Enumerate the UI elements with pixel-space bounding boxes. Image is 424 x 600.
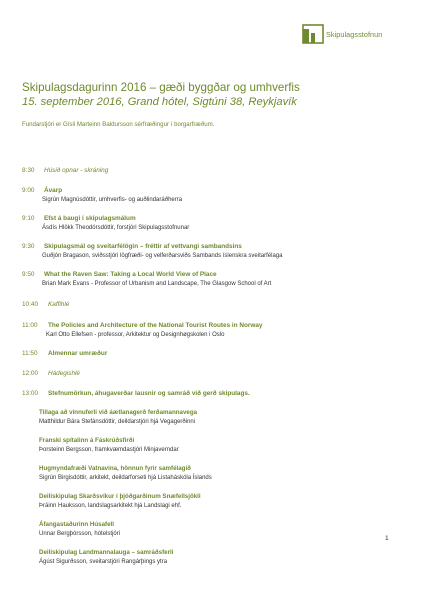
session-item	[39, 520, 120, 539]
agenda-title: Hádegishlé	[48, 370, 80, 377]
session-item	[39, 464, 212, 483]
page-title: Skipulagsdagurinn 2016 – gæði byggðar og umhverfis	[22, 81, 300, 94]
agenda-speaker: Ásdís Hlökk Theodórsdóttir, forstjóri Skipulagsstofnunar	[42, 225, 190, 231]
session-item	[39, 492, 201, 511]
session-title: Deiliskipulag Landmannalauga – samráðsferli	[39, 549, 174, 556]
agenda-item	[22, 300, 69, 309]
agenda-item	[22, 186, 182, 205]
agenda-speaker: Guðjón Bragason, sviðsstjóri lögfræði- og velferðarsviðs Sambands íslenskra sveitarfélaga	[42, 253, 283, 259]
agenda-time: 12:00	[22, 370, 38, 377]
agenda-time: 13:00	[22, 390, 38, 397]
agenda-time: 9:10	[22, 215, 35, 222]
agenda-time: 11:50	[22, 350, 38, 357]
logo-icon	[302, 24, 324, 44]
agenda-speaker: Brian Mark Evans - Professor of Urbanism and Landscape, The Glasgow School of Art	[42, 281, 272, 287]
agenda-item	[22, 349, 107, 358]
agenda-title: Stefnumörkun, áhugaverðar lausnir og samráð við gerð skipulags.	[48, 390, 250, 397]
agenda-time: 8:30	[22, 167, 35, 174]
session-item	[39, 408, 197, 427]
agenda-speaker: Sigrún Magnúsdóttir, umhverfis- og auðlindaráðherra	[42, 197, 183, 203]
agenda-time: 9:30	[22, 243, 35, 250]
agenda-item	[22, 166, 108, 175]
agenda-title: The Policies and Architecture of the National Tourist Routes in Norway	[48, 322, 263, 329]
session-speaker: Þorsteinn Bergsson, framkvæmdastjóri Minjaverndar	[39, 447, 179, 453]
agenda-title: Efst á baugi í skipulagsmálum	[44, 215, 136, 222]
agenda-time: 11:00	[22, 322, 38, 329]
agenda-item	[22, 321, 262, 340]
agenda-title: Kaffihlé	[48, 301, 70, 308]
session-title: Deiliskipulag Skarðsvíkur í þjóðgarðinum Snæfellsjökli	[39, 493, 201, 500]
agenda-item	[22, 214, 189, 233]
session-speaker: Þráinn Hauksson, landslagsarkitekt hjá Landslagi ehf.	[39, 503, 182, 509]
agenda-item	[22, 369, 80, 378]
session-title: Franski spítalinn á Fáskrúðsfirði	[39, 437, 135, 444]
chair-note: Fundarstjóri er Gísli Marteinn Baldursson sérfræðingur í borgarfræðum.	[22, 121, 215, 128]
agenda-title: Ávarp	[44, 187, 63, 194]
session-title: Hugmyndafræði Vatnavina, hönnun fyrir samfélagið	[39, 465, 191, 472]
agenda-item	[22, 242, 282, 261]
agenda-item	[22, 389, 250, 398]
session-title: Áfangastaðurinn Húsafell	[39, 521, 114, 528]
agenda-title: Húsið opnar - skráning	[44, 167, 109, 174]
session-title: Tillaga að vinnuferli við áætlanagerð ferðamannavega	[39, 409, 198, 416]
logo	[302, 24, 382, 44]
session-speaker: Ágúst Sigurðsson, sveitarstjóri Rangárþings ytra	[39, 559, 168, 565]
agenda-title: Almennar umræður	[48, 350, 108, 357]
agenda-speaker: Karl Otto Ellefsen - professor, Arkitektur og Designhøgskolen i Oslo	[46, 332, 225, 338]
agenda-time: 10:40	[22, 301, 38, 308]
agenda-item	[22, 270, 271, 289]
session-speaker: Sigrún Birgisdóttir, arkitekt, deildarforseti hjá Listaháskóla Íslands	[39, 475, 212, 481]
agenda-title: What the Raven Saw: Taking a Local World View of Place	[44, 271, 217, 278]
page-number: 1	[385, 535, 389, 542]
session-item	[39, 436, 179, 455]
session-item	[39, 548, 173, 567]
agenda-time: 9:00	[22, 187, 35, 194]
page-subtitle: 15. september 2016, Grand hótel, Sigtúni 38, Reykjavík	[22, 96, 297, 108]
session-speaker: Unnar Bergþórsson, hótelstjóri	[39, 531, 121, 537]
logo-text: Skipulagsstofnun	[326, 29, 383, 39]
session-speaker: Matthildur Bára Stefánsdóttir, deildarstjóri hjá Vegagerðinni	[39, 419, 196, 425]
agenda-title: Skipulagsmál og sveitarfélögin – fréttir af vettvangi sambandsins	[44, 243, 242, 250]
agenda-time: 9:50	[22, 271, 35, 278]
